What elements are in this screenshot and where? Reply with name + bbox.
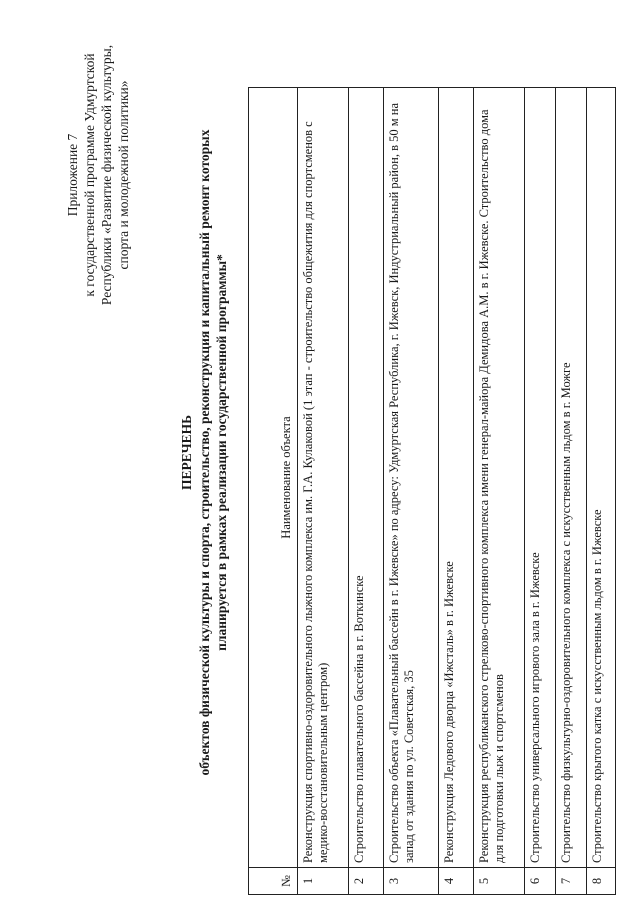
row-name: Строительство плавательного бассейна в г. Воткинске [349, 88, 384, 868]
row-number: 8 [587, 868, 616, 895]
header-number: № [249, 868, 298, 895]
row-name: Строительство универсального игрового зала в г. Ижевске [525, 88, 556, 868]
appendix-line: к государственной программе Удмуртской [82, 53, 97, 297]
row-number: 3 [384, 868, 439, 895]
row-number: 7 [556, 868, 587, 895]
row-name: Строительство крытого катка с искусственным льдом в г. Ижевске [587, 88, 616, 868]
header-name: Наименование объекта [249, 88, 298, 868]
table-header-row [249, 88, 298, 895]
row-name: Реконструкция Ледового дворца «Ижсталь» в г. Ижевске [439, 88, 474, 868]
table-row [384, 88, 439, 895]
appendix-line: спорта и молодежной политики» [116, 80, 131, 270]
row-number: 5 [474, 868, 525, 895]
table-row [439, 88, 474, 895]
objects-table [248, 87, 616, 895]
appendix-line: Республики «Развитие физической культуры, [99, 44, 114, 306]
row-name: Строительство объекта «Плавательный бассейн в г. Ижевске» по адресу: Удмуртская Республика, г. Ижевск, Индустриальный район, в 50 м на запад от здания по ул. Советская, 35 [384, 88, 439, 868]
table-row [474, 88, 525, 895]
row-number: 4 [439, 868, 474, 895]
appendix-line: Приложение 7 [65, 133, 80, 217]
row-number: 6 [525, 868, 556, 895]
table-row [525, 88, 556, 895]
row-number: 2 [349, 868, 384, 895]
row-number: 1 [298, 868, 349, 895]
row-name: Реконструкция республиканского стрелково-спортивного комплекса имени генерал-майора Демидова А.М. в г. Ижевске. Строительство дома для подготовки лыж и спортсменов [474, 88, 525, 868]
row-name: Строительство физкультурно-оздоровительного комплекса с искусственным льдом в г. Можге [556, 88, 587, 868]
appendix-note [64, 25, 132, 325]
table-row [349, 88, 384, 895]
title-line: объектов физической культуры и спорта, строительство, реконструкция и капитальный ремонт которых [197, 129, 212, 776]
table-row [298, 88, 349, 895]
table-row [587, 88, 616, 895]
title-heading: ПЕРЕЧЕНЬ [179, 414, 194, 491]
document-title [178, 0, 230, 905]
title-line: планируется в рамках реализации государственной программы* [214, 254, 229, 651]
row-name: Реконструкция спортивно-оздоровительного лыжного комплекса им. Г.А. Кулаковой (1 этап - строительство общежития для спортсменов с медико-восстановительным центром) [298, 88, 349, 868]
table-row [556, 88, 587, 895]
